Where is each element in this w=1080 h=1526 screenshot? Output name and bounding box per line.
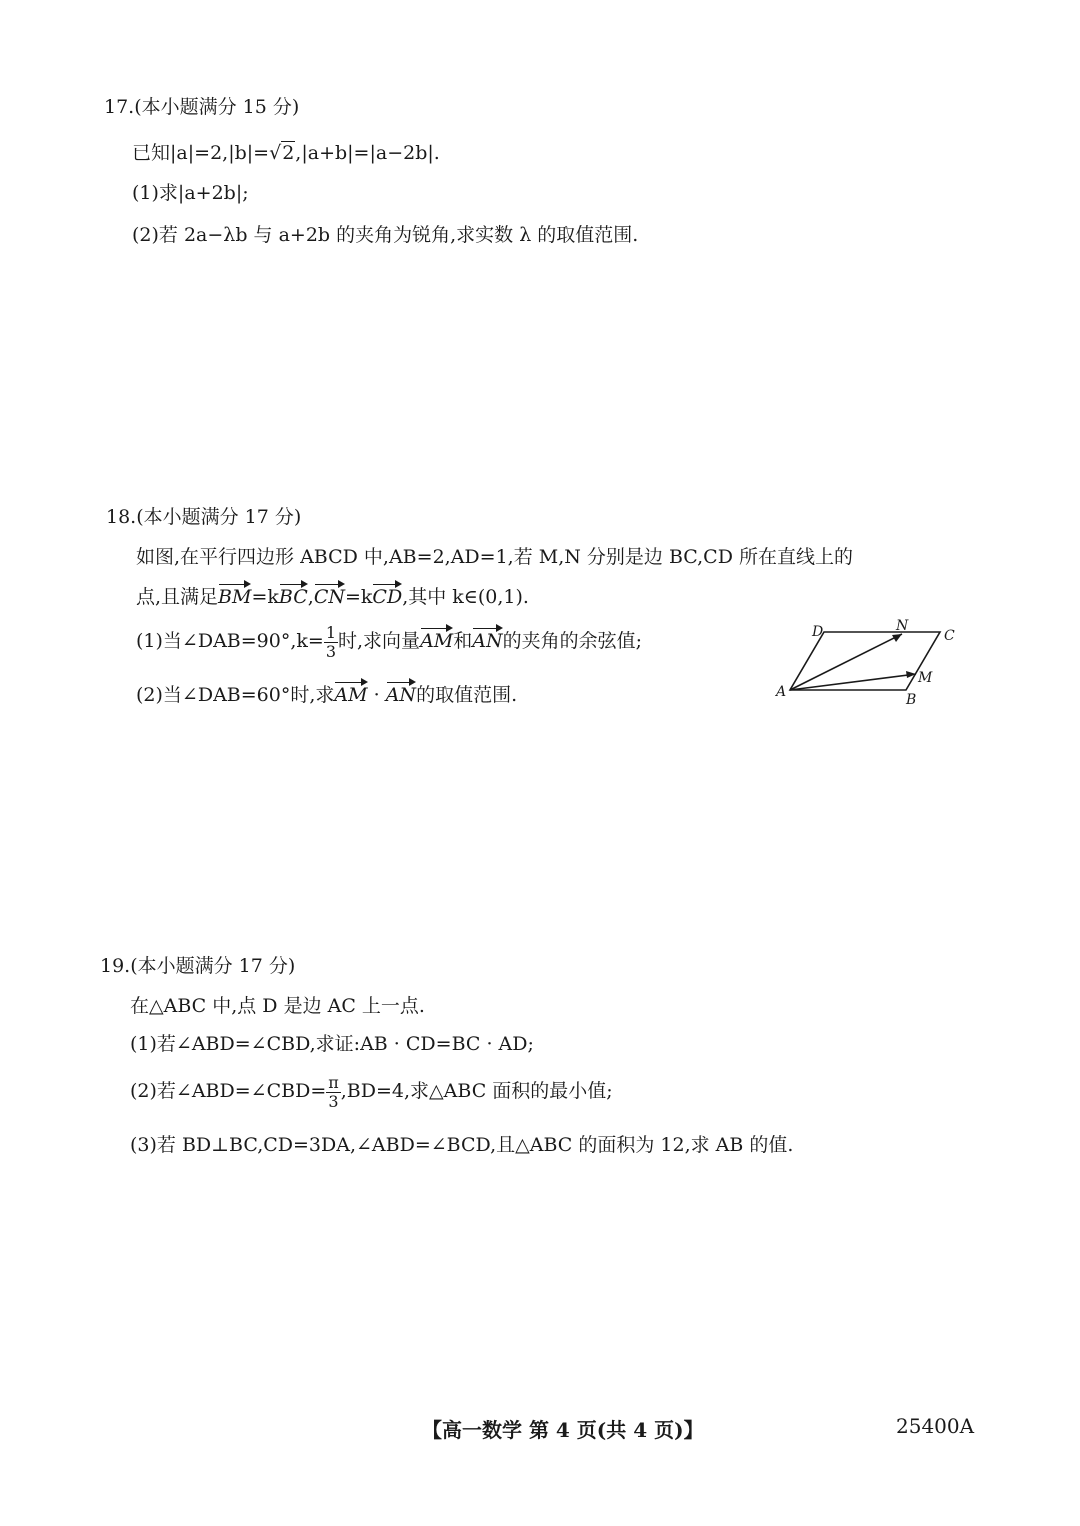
vector-cd: CD <box>372 586 403 608</box>
q18-header: 18.(本小题满分 17 分) <box>106 506 302 528</box>
label-m: M <box>918 670 933 686</box>
q18-p1-and: 和 <box>453 630 473 653</box>
fraction-pi-third <box>326 1074 341 1110</box>
label-a: A <box>776 684 787 700</box>
q18-comma: , <box>307 586 314 608</box>
label-c: C <box>944 628 955 644</box>
frac-numerator: π <box>328 1073 339 1092</box>
q18-line1: 如图,在平行四边形 ABCD 中,AB=2,AD=1,若 M,N 分别是边 BC,CD 所在直线上的 <box>136 546 853 568</box>
q19-line1: 在△ABC 中,点 D 是边 AC 上一点. <box>130 995 425 1017</box>
label-b: B <box>906 692 917 708</box>
q18-line2-tail: ,其中 k∈(0,1). <box>402 586 529 608</box>
q19-part2 <box>130 1074 613 1110</box>
q18-p1-tail: 的夹角的余弦值; <box>502 630 643 653</box>
q19-p2-tail: ,BD=4,求△ABC 面积的最小值; <box>340 1080 613 1103</box>
q18-p2-tail: 的取值范围. <box>416 684 518 706</box>
q18-part2 <box>136 682 517 707</box>
frac-denominator: 3 <box>328 1091 339 1111</box>
vector-an: AN <box>472 630 503 653</box>
frac-numerator: 1 <box>325 623 337 642</box>
q19-header: 19.(本小题满分 17 分) <box>100 955 296 977</box>
vector-am: AM <box>420 630 454 653</box>
q19-part3: (3)若 BD⊥BC,CD=3DA,∠ABD=∠BCD,且△ABC 的面积为 12,求 AB 的值. <box>130 1134 794 1156</box>
sqrt-symbol: √2 <box>269 142 295 164</box>
exam-code: 25400A <box>896 1414 975 1438</box>
q18-eq-k-2: =k <box>344 586 373 608</box>
dot-operator: · <box>367 684 386 706</box>
q17-mod-a: |a|=2, <box>170 142 229 164</box>
q18-part1 <box>136 624 642 660</box>
q17-header: 17.(本小题满分 15 分) <box>104 96 300 118</box>
sqrt-radicand: 2 <box>282 142 295 164</box>
q18-p1-mid: 时,求向量 <box>338 630 421 653</box>
q19-p2-lead: (2)若∠ABD=∠CBD= <box>130 1080 327 1103</box>
q18-p1-lead: (1)当∠DAB=90°,k= <box>136 630 324 653</box>
vector-an-2: AN <box>385 684 417 706</box>
q18-p2-lead: (2)当∠DAB=60°时,求 <box>136 684 335 706</box>
q17-given <box>132 142 440 165</box>
vector-bc: BC <box>278 586 308 608</box>
q18-line2 <box>136 584 529 609</box>
vector-am-2: AM <box>334 684 368 706</box>
vector-bm: BM <box>218 586 252 608</box>
q18-line2-lead: 点,且满足 <box>136 586 219 608</box>
q18-eq-k-1: =k <box>251 586 279 608</box>
page-footer: 【高一数学 第 4 页(共 4 页)】 <box>422 1418 704 1442</box>
q19-part1: (1)若∠ABD=∠CBD,求证:AB · CD=BC · AD; <box>130 1033 534 1055</box>
vector-cn: CN <box>313 586 345 608</box>
segment-am <box>790 674 916 690</box>
q17-mod-b-prefix: |b|= <box>228 142 270 164</box>
label-d: D <box>812 624 824 640</box>
parallelogram-figure <box>770 618 970 710</box>
label-n: N <box>896 618 909 634</box>
q17-given-relation: ,|a+b|=|a−2b|. <box>295 142 440 164</box>
q17-part2: (2)若 2a−λb 与 a+2b 的夹角为锐角,求实数 λ 的取值范围. <box>132 224 639 246</box>
q17-given-prefix: 已知 <box>132 142 171 164</box>
q17-part1: (1)求|a+2b|; <box>132 182 249 204</box>
frac-denominator: 3 <box>325 641 337 661</box>
fraction-one-third <box>324 624 338 660</box>
